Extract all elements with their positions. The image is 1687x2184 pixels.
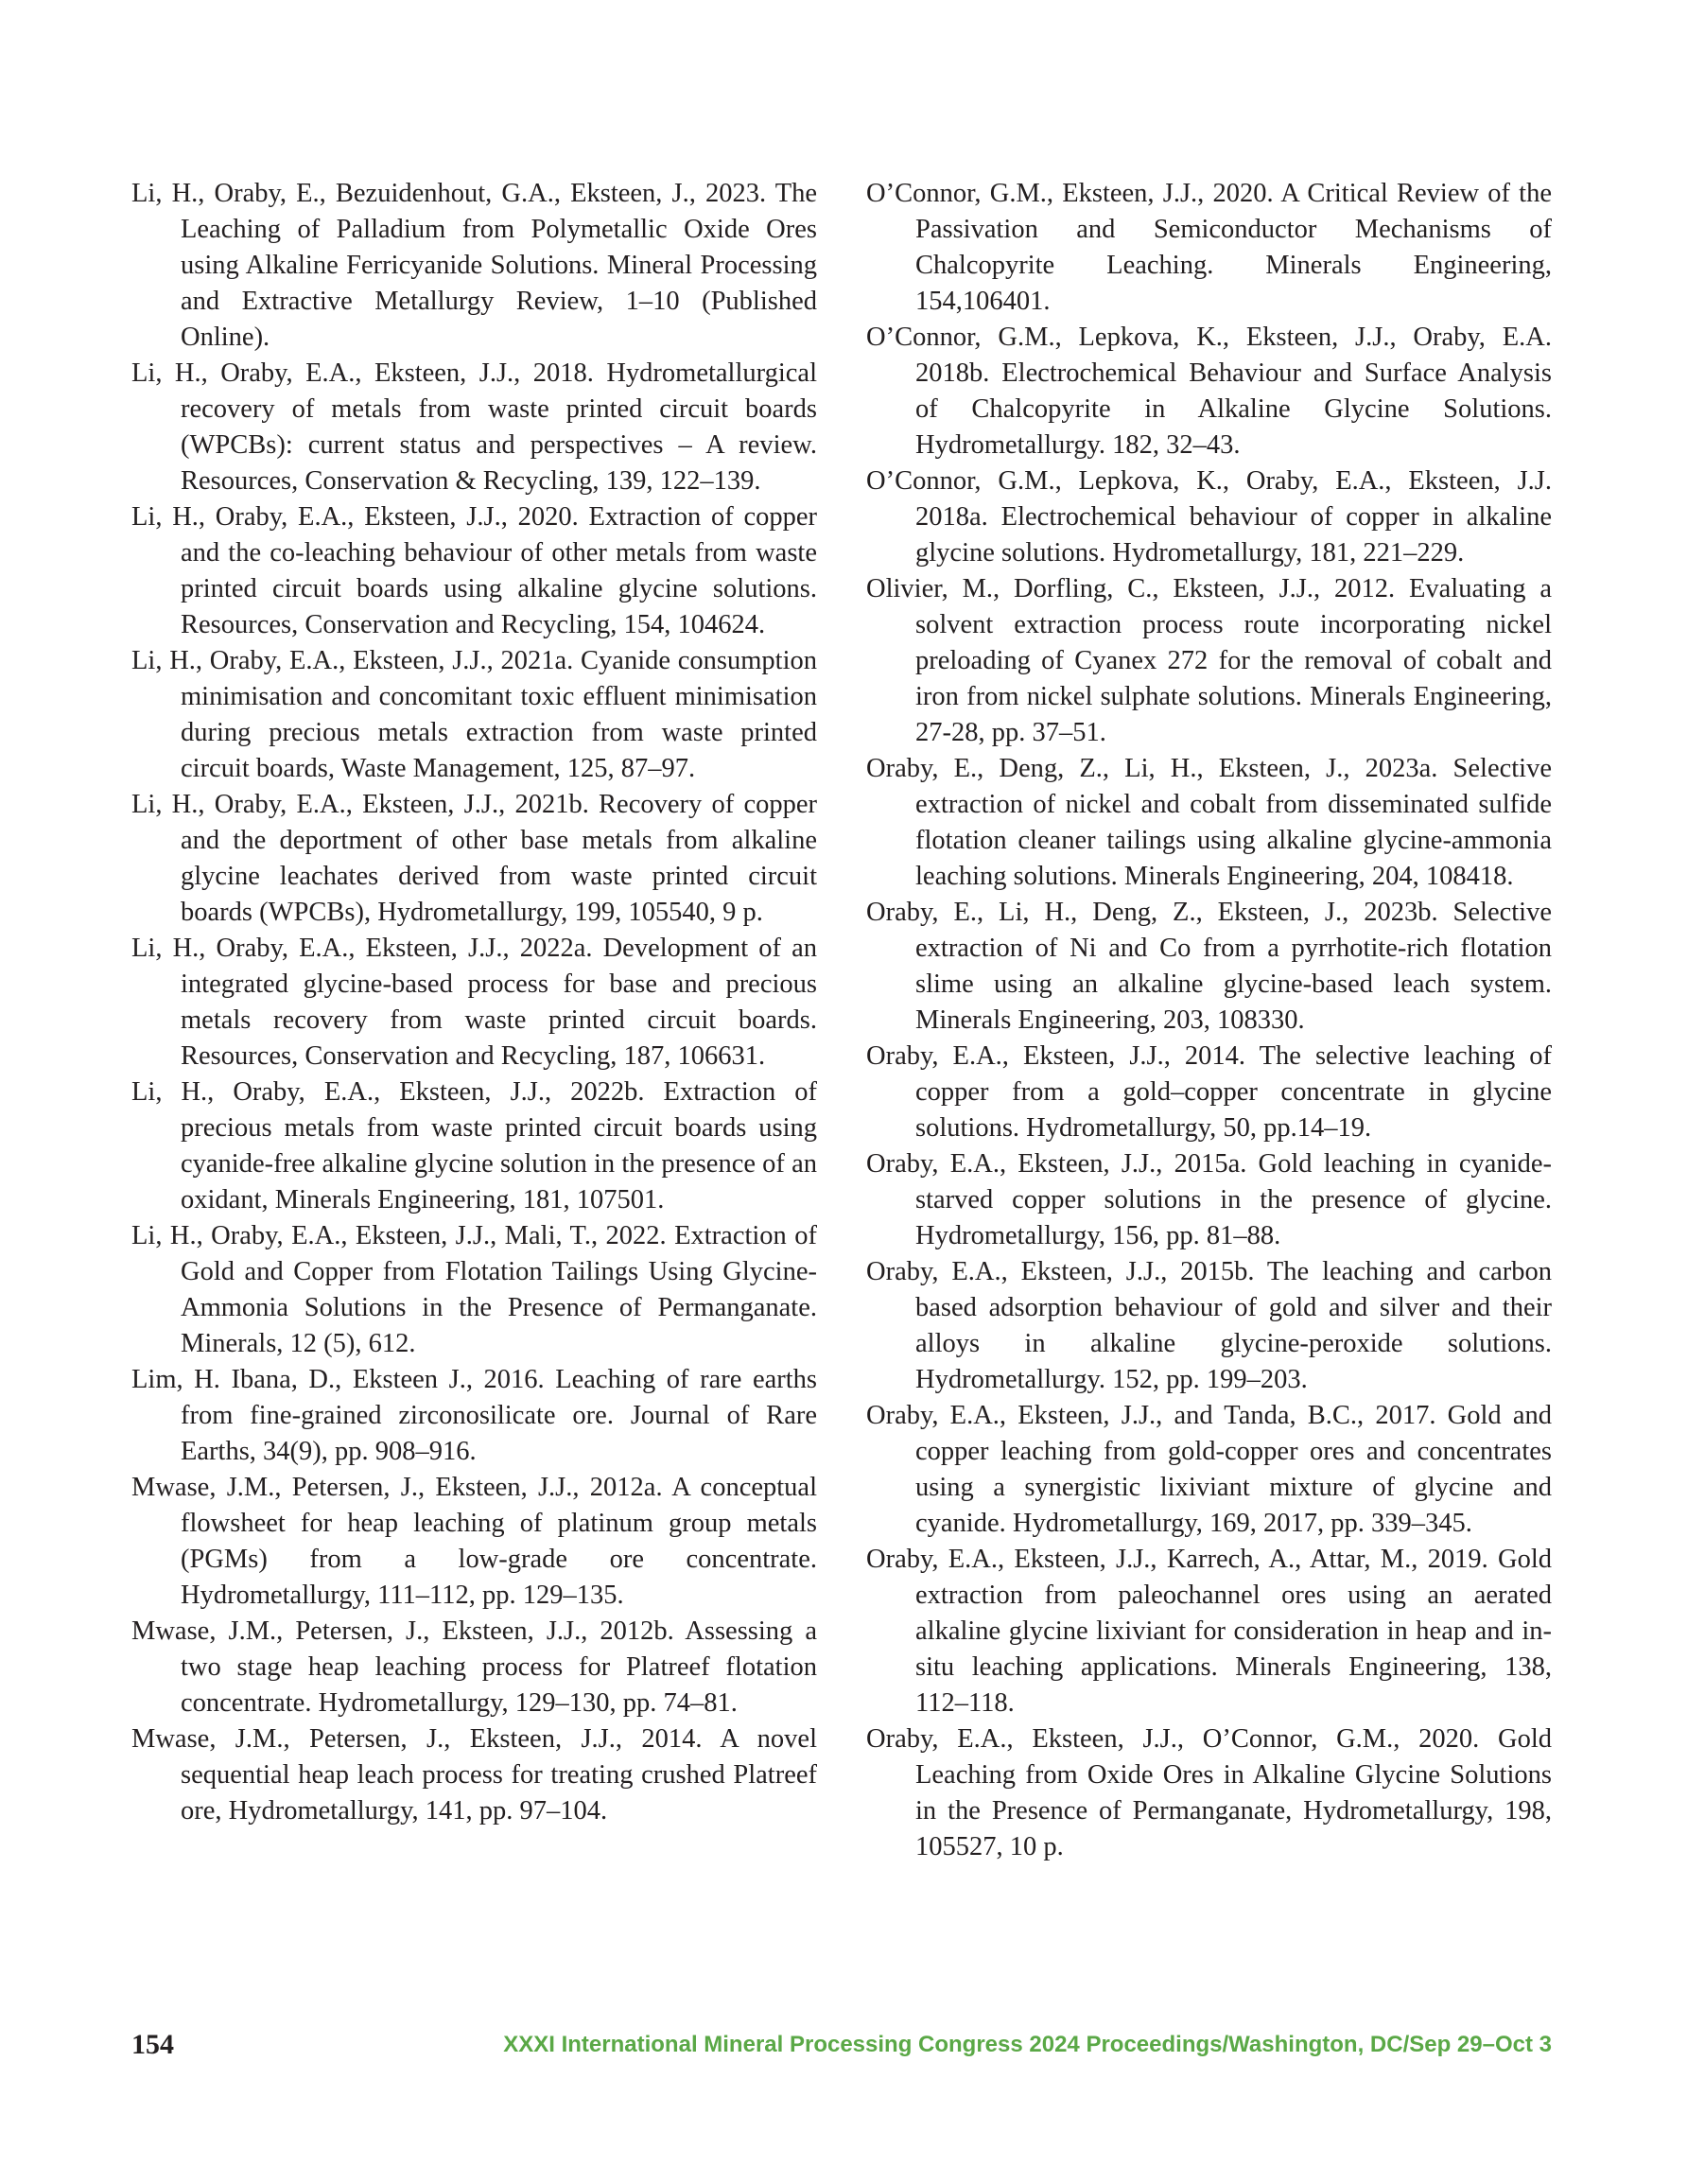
- page-number: 154: [131, 2029, 174, 2060]
- reference-entry: Mwase, J.M., Petersen, J., Eksteen, J.J., 2012b. Assessing a two stage heap leaching process for Platreef flotation concentrate. Hydrometallurgy, 129–130, pp. 74–81.: [131, 1616, 817, 1718]
- reference-entry: Oraby, E.A., Eksteen, J.J., 2015b. The leaching and carbon based adsorption behaviour of gold and silver and their alloys in alkaline glycine-peroxide solutions. Hydrometallurgy. 152, pp. 199–203.: [866, 1257, 1552, 1394]
- page-footer: [131, 2029, 1552, 2067]
- references-left-column: [131, 176, 817, 1829]
- reference-entry: Oraby, E., Li, H., Deng, Z., Eksteen, J., 2023b. Selective extraction of Ni and Co from a pyrrhotite-rich flotation slime using an alkaline glycine-based leach system. Minerals Engineering, 203, 108330.: [866, 898, 1552, 1035]
- reference-entry: Mwase, J.M., Petersen, J., Eksteen, J.J., 2014. A novel sequential heap leach process for treating crushed Platreef ore, Hydrometallurgy, 141, pp. 97–104.: [131, 1724, 817, 1826]
- reference-entry: Li, H., Oraby, E.A., Eksteen, J.J., 2020. Extraction of copper and the co-leaching behaviour of other metals from waste printed circuit boards using alkaline glycine solutions. Resources, Conservation and Recycling, 154, 104624.: [131, 502, 817, 639]
- reference-entry: Li, H., Oraby, E., Bezuidenhout, G.A., Eksteen, J., 2023. The Leaching of Palladium from Polymetallic Oxide Ores using Alkaline Ferricyanide Solutions. Mineral Processing and Extractive Metallurgy Review, 1–10 (Published Online).: [131, 179, 817, 352]
- reference-entry: Oraby, E.A., Eksteen, J.J., Karrech, A., Attar, M., 2019. Gold extraction from paleochannel ores using an aerated alkaline glycine lixiviant for consideration in heap and in-situ leaching applications. Minerals Engineering, 138, 112–118.: [866, 1545, 1552, 1718]
- reference-entry: O’Connor, G.M., Lepkova, K., Oraby, E.A., Eksteen, J.J. 2018a. Electrochemical behaviour of copper in alkaline glycine solutions. Hydrometallurgy, 181, 221–229.: [866, 466, 1552, 568]
- reference-entry: Li, H., Oraby, E.A., Eksteen, J.J., 2018. Hydrometallurgical recovery of metals from waste printed circuit boards (WPCBs): current status and perspectives – A review. Resources, Conservation & Recycling, 139, 122–139.: [131, 358, 817, 496]
- reference-entry: O’Connor, G.M., Lepkova, K., Eksteen, J.J., Oraby, E.A. 2018b. Electrochemical Behaviour and Surface Analysis of Chalcopyrite in Alkaline Glycine Solutions. Hydrometallurgy. 182, 32–43.: [866, 323, 1552, 460]
- reference-entry: Oraby, E.A., Eksteen, J.J., O’Connor, G.M., 2020. Gold Leaching from Oxide Ores in Alkaline Glycine Solutions in the Presence of Permanganate, Hydrometallurgy, 198, 105527, 10 p.: [866, 1724, 1552, 1861]
- reference-entry: Lim, H. Ibana, D., Eksteen J., 2016. Leaching of rare earths from fine-grained zirconosilicate ore. Journal of Rare Earths, 34(9), pp. 908–916.: [131, 1365, 817, 1466]
- reference-entry: Li, H., Oraby, E.A., Eksteen, J.J., 2022a. Development of an integrated glycine-based process for base and precious metals recovery from waste printed circuit boards. Resources, Conservation and Recycling, 187, 106631.: [131, 934, 817, 1071]
- running-footer-title: XXXI International Mineral Processing Congress 2024 Proceedings/Washington, DC/Sep 29–Oct 3: [503, 2032, 1552, 2057]
- reference-entry: Oraby, E.A., Eksteen, J.J., 2015a. Gold leaching in cyanide-starved copper solutions in the presence of glycine. Hydrometallurgy, 156, pp. 81–88.: [866, 1149, 1552, 1250]
- reference-entry: Oraby, E., Deng, Z., Li, H., Eksteen, J., 2023a. Selective extraction of nickel and cobalt from disseminated sulfide flotation cleaner tailings using alkaline glycine-ammonia leaching solutions. Minerals Engineering, 204, 108418.: [866, 754, 1552, 891]
- reference-entry: Li, H., Oraby, E.A., Eksteen, J.J., 2021a. Cyanide consumption minimisation and concomitant toxic effluent minimisation during precious metals extraction from waste printed circuit boards, Waste Management, 125, 87–97.: [131, 646, 817, 783]
- reference-entry: Mwase, J.M., Petersen, J., Eksteen, J.J., 2012a. A conceptual flowsheet for heap leaching of platinum group metals (PGMs) from a low-grade ore concentrate. Hydrometallurgy, 111–112, pp. 129–135.: [131, 1473, 817, 1610]
- reference-entry: O’Connor, G.M., Eksteen, J.J., 2020. A Critical Review of the Passivation and Semiconductor Mechanisms of Chalcopyrite Leaching. Minerals Engineering, 154,106401.: [866, 179, 1552, 316]
- reference-entry: Olivier, M., Dorfling, C., Eksteen, J.J., 2012. Evaluating a solvent extraction process route incorporating nickel preloading of Cyanex 272 for the removal of cobalt and iron from nickel sulphate solutions. Minerals Engineering, 27-28, pp. 37–51.: [866, 574, 1552, 747]
- references-right-column: [866, 176, 1552, 1865]
- reference-entry: Li, H., Oraby, E.A., Eksteen, J.J., Mali, T., 2022. Extraction of Gold and Copper from Flotation Tailings Using Glycine-Ammonia Solutions in the Presence of Permanganate. Minerals, 12 (5), 612.: [131, 1221, 817, 1358]
- reference-entry: Li, H., Oraby, E.A., Eksteen, J.J., 2021b. Recovery of copper and the deportment of other base metals from alkaline glycine leachates derived from waste printed circuit boards (WPCBs), Hydrometallurgy, 199, 105540, 9 p.: [131, 790, 817, 927]
- reference-entry: Oraby, E.A., Eksteen, J.J., and Tanda, B.C., 2017. Gold and copper leaching from gold-copper ores and concentrates using a synergistic lixiviant mixture of glycine and cyanide. Hydrometallurgy, 169, 2017, pp. 339–345.: [866, 1401, 1552, 1538]
- reference-entry: Li, H., Oraby, E.A., Eksteen, J.J., 2022b. Extraction of precious metals from waste printed circuit boards using cyanide-free alkaline glycine solution in the presence of an oxidant, Minerals Engineering, 181, 107501.: [131, 1077, 817, 1214]
- reference-entry: Oraby, E.A., Eksteen, J.J., 2014. The selective leaching of copper from a gold–copper concentrate in glycine solutions. Hydrometallurgy, 50, pp.14–19.: [866, 1041, 1552, 1143]
